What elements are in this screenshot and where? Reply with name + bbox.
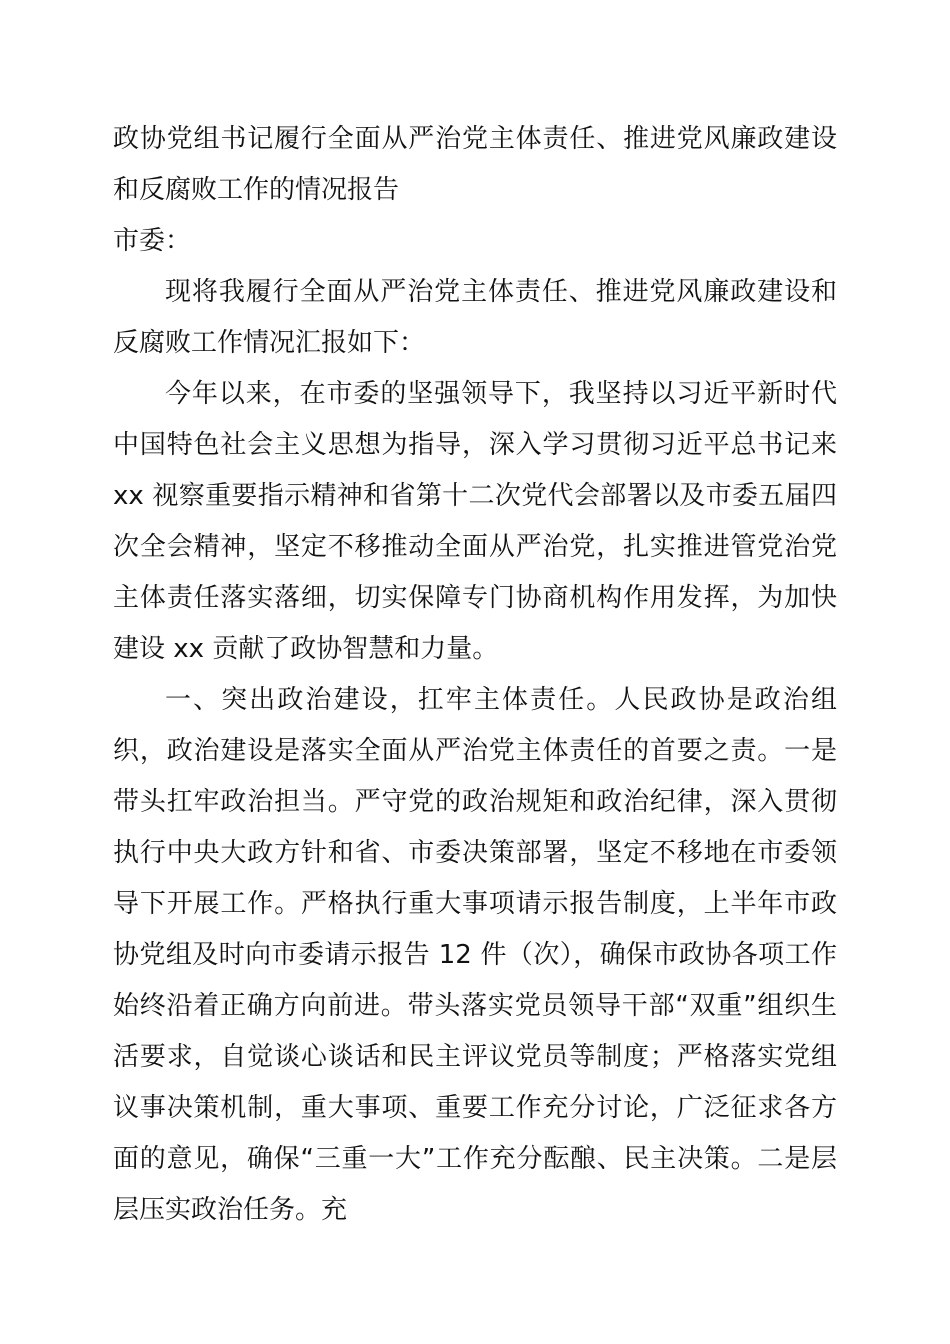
- paragraph-intro: 现将我履行全面从严治党主体责任、推进党风廉政建设和反腐败工作情况汇报如下：: [113, 277, 837, 358]
- salutation: 市委：: [113, 226, 192, 256]
- paragraph-overview: 今年以来，在市委的坚强领导下，我坚持以习近平新时代中国特色社会主义思想为指导，深入学习贯彻习近平总书记来 xx 视察重要指示精神和省第十二次党代会部署以及市委五届四次全会精神，坚定不移推动全面从严治党，扎实推进管党治党主体责任落实落细，切实保障专门协商机构作用发挥，为加快建设 xx 贡献了政协智慧和力量。: [113, 379, 837, 664]
- paragraph-section-one: 一、突出政治建设，扛牢主体责任。人民政协是政治组织，政治建设是落实全面从严治党主体责任的首要之责。一是带头扛牢政治担当。严守党的政治规矩和政治纪律，深入贯彻执行中央大政方针和省、市委决策部署，坚定不移地在市委领导下开展工作。严格执行重大事项请示报告制度，上半年市政协党组及时向市委请示报告 12 件（次），确保市政协各项工作始终沿着正确方向前进。带头落实党员领导干部“双重”组织生活要求，自觉谈心谈话和民主评议党员等制度；严格落实党组议事决策机制，重大事项、重要工作充分讨论，广泛征求各方面的意见，确保“三重一大”工作充分酝酿、民主决策。二是层层压实政治任务。充: [113, 685, 837, 1225]
- document-body: [113, 114, 837, 1236]
- document-title: 政协党组书记履行全面从严治党主体责任、推进党风廉政建设和反腐败工作的情况报告: [113, 124, 837, 205]
